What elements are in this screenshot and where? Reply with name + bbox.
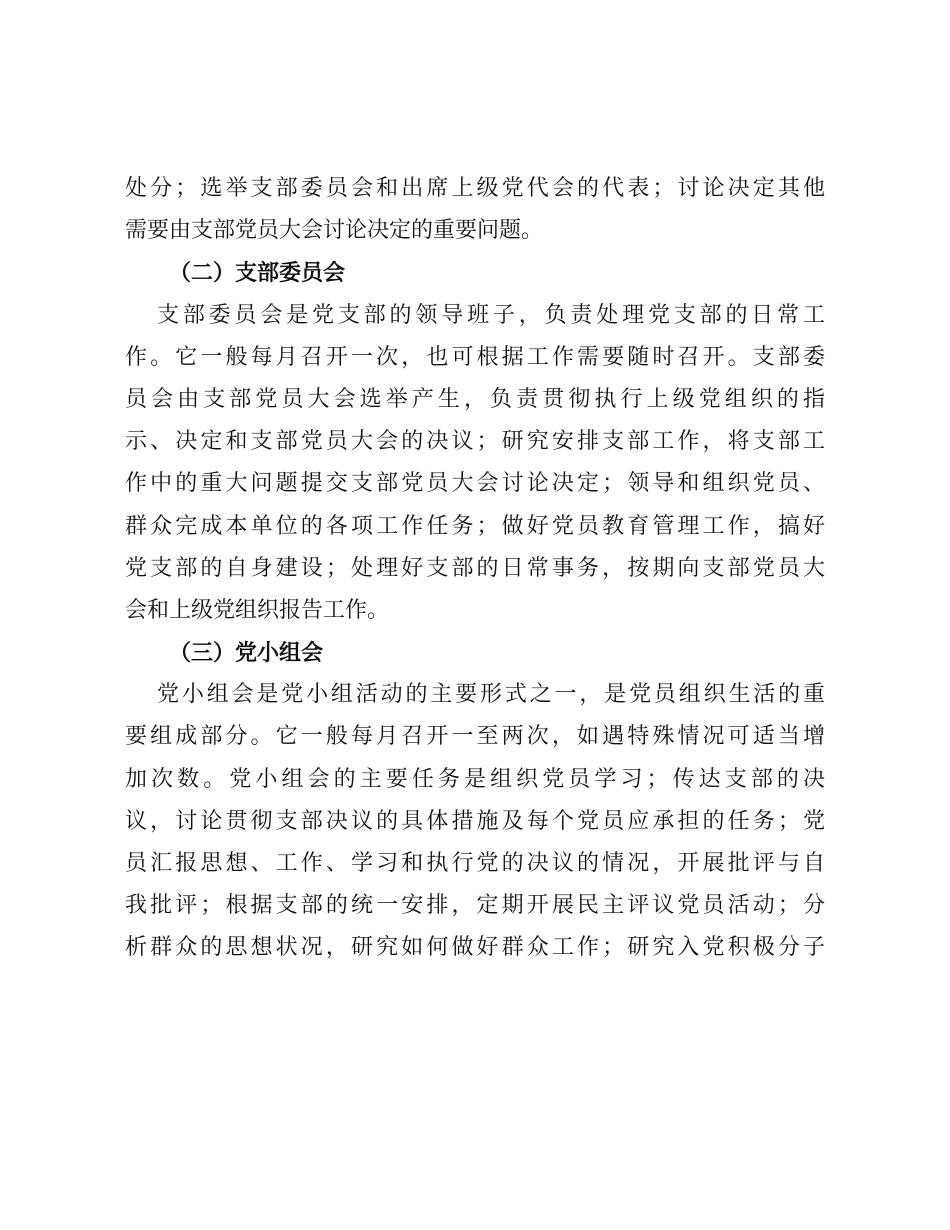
paragraph-duties-continued [125,168,825,252]
text-line: 作中的重大问题提交支部党员大会讨论决定；领导和组织党员、 [125,471,825,497]
text-line: 析群众的思想状况，研究如何做好群众工作；研究入党积极分子 [125,935,825,961]
text-line: 议，讨论贯彻支部决议的具体措施及每个党员应承担的任务；党 [125,808,825,834]
text-line: 支部委员会是党支部的领导班子，负责处理党支部的日常工 [157,302,825,328]
text-line: 群众完成本单位的各项工作任务；做好党员教育管理工作，搞好 [125,513,825,539]
document-body [125,168,825,970]
text-line: 我批评；根据支部的统一安排，定期开展民主评议党员活动；分 [125,893,825,919]
paragraph-branch-committee [125,295,825,633]
text-line: 会和上级党组织报告工作。 [125,597,390,623]
section-heading-party-group-meeting: （三）党小组会 [169,640,324,667]
paragraph-party-group-meeting [125,674,825,969]
text-line: 党支部的自身建设；处理好支部的日常事务，按期向支部党员大 [125,555,825,581]
section-heading-branch-committee: （二）支部委员会 [169,260,346,287]
text-line: 作。它一般每月召开一次，也可根据工作需要随时召开。支部委 [125,344,825,370]
text-line: 要组成部分。它一般每月召开一至两次，如遇特殊情况可适当增 [125,724,825,750]
text-line: 员汇报思想、工作、学习和执行党的决议的情况，开展批评与自 [125,851,825,876]
text-line: 处分；选举支部委员会和出席上级党代会的代表；讨论决定其他 [125,176,825,201]
text-line: 党小组会是党小组活动的主要形式之一，是党员组织生活的重 [157,682,825,708]
text-line: 加次数。党小组会的主要任务是组织党员学习；传达支部的决 [125,766,825,792]
text-line: 示、决定和支部党员大会的决议；研究安排支部工作，将支部工 [125,429,825,455]
text-line: 需要由支部党员大会讨论决定的重要问题。 [125,218,544,244]
text-line: 员会由支部党员大会选举产生，负责贯彻执行上级党组织的指 [125,386,825,412]
